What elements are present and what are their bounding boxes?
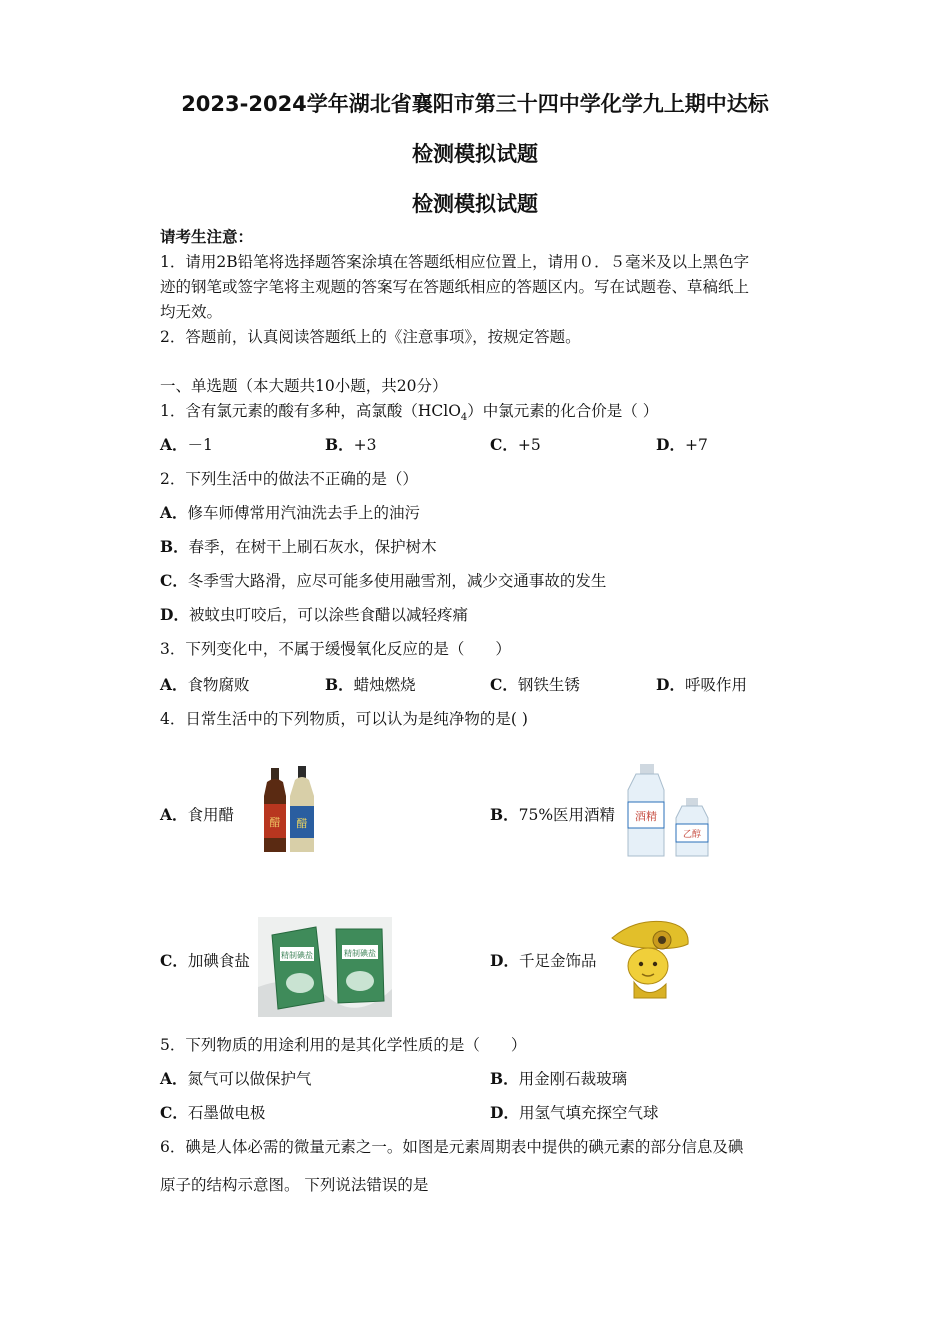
question-5-option-d[interactable]: D．用氢气填充探空气球	[490, 1103, 659, 1122]
salt-label-2: 精制碘盐	[344, 949, 376, 958]
question-5-option-b[interactable]: B．用金刚石裁玻璃	[490, 1069, 628, 1088]
question-2-stem: 2．下列生活中的做法不正确的是（）	[160, 470, 418, 488]
iodized-salt-image	[258, 917, 392, 1017]
alcohol-bottles-image	[622, 762, 718, 860]
question-6-stem-line2: 原子的结构示意图。 下列说法错误的是	[160, 1176, 429, 1194]
salt-label-1: 精制碘盐	[281, 951, 313, 960]
question-1-stem	[160, 400, 658, 429]
question-2-option-b[interactable]: B．春季，在树干上刷石灰水，保护树木	[160, 537, 437, 556]
page-title-line1: 2023-2024学年湖北省襄阳市第三十四中学化学九上期中达标	[181, 92, 769, 116]
alcohol-label-1: 酒精	[635, 810, 657, 823]
question-3-option-b[interactable]: B．蜡烛燃烧	[325, 675, 416, 694]
question-6-stem-line1: 6．碘是人体必需的微量元素之一。如图是元素周期表中提供的碘元素的部分信息及碘	[160, 1138, 744, 1156]
question-3-option-c[interactable]: C．钢铁生锈	[490, 675, 580, 694]
notice-heading: 请考生注意：	[160, 227, 254, 246]
question-1-option-a[interactable]: A．－1	[160, 435, 213, 454]
section-heading: 一、单选题（本大题共10小题，共20分）	[160, 377, 448, 395]
question-1-subscript: 4	[460, 412, 468, 424]
question-4-option-c[interactable]: C．加碘食盐	[160, 951, 250, 970]
question-5-option-a[interactable]: A．氮气可以做保护气	[160, 1069, 312, 1088]
question-4-option-d[interactable]: D．千足金饰品	[490, 951, 597, 970]
question-2-option-a[interactable]: A．修车师傅常用汽油洗去手上的油污	[160, 503, 421, 522]
vinegar-label-1: 醋	[269, 816, 281, 829]
question-1-option-d[interactable]: D．+7	[656, 435, 708, 454]
question-1-stem-pre: 1．含有氯元素的酸有多种，高氯酸（HClO	[160, 402, 461, 420]
question-1-option-b[interactable]: B．+3	[325, 435, 377, 454]
question-3-option-d[interactable]: D．呼吸作用	[656, 675, 747, 694]
notice-item1-line2: 迹的钢笔或签字笔将主观题的答案写在答题纸相应的答题区内。写在试题卷、草稿纸上	[160, 278, 750, 296]
question-2-option-c[interactable]: C．冬季雪大路滑，应尽可能多使用融雪剂，减少交通事故的发生	[160, 571, 607, 590]
question-5-option-c[interactable]: C．石墨做电极	[160, 1103, 266, 1122]
page-title-line3: 检测模拟试题	[412, 192, 538, 216]
question-1-stem-post: ）中氯元素的化合价是（ ）	[467, 402, 659, 420]
notice-item1-line3: 均无效。	[160, 303, 223, 321]
question-2-option-d[interactable]: D．被蚊虫叮咬后，可以涂些食醋以减轻疼痛	[160, 605, 468, 624]
question-4-option-b[interactable]: B．75%医用酒精	[490, 805, 616, 824]
question-3-stem: 3．下列变化中，不属于缓慢氧化反应的是（ ）	[160, 640, 511, 658]
alcohol-label-2: 乙醇	[682, 830, 702, 840]
question-5-stem: 5．下列物质的用途利用的是其化学性质的是（ ）	[160, 1036, 527, 1054]
vinegar-bottles-image	[258, 764, 324, 858]
notice-item2: 2．答题前，认真阅读答题纸上的《注意事项》，按规定答题。	[160, 328, 581, 346]
question-3-option-a[interactable]: A．食物腐败	[160, 675, 250, 694]
page-title-line2: 检测模拟试题	[412, 142, 538, 166]
vinegar-label-2: 醋	[296, 817, 308, 830]
question-4-option-a[interactable]: A．食用醋	[160, 805, 235, 824]
question-4-stem: 4．日常生活中的下列物质，可以认为是纯净物的是( )	[160, 710, 528, 728]
notice-item1-line1: 1．请用2B铅笔将选择题答案涂填在答题纸相应位置上，请用０．５毫米及以上黑色字	[160, 253, 750, 271]
question-1-option-c[interactable]: C．+5	[490, 435, 541, 454]
gold-ornament-image	[606, 914, 694, 1002]
